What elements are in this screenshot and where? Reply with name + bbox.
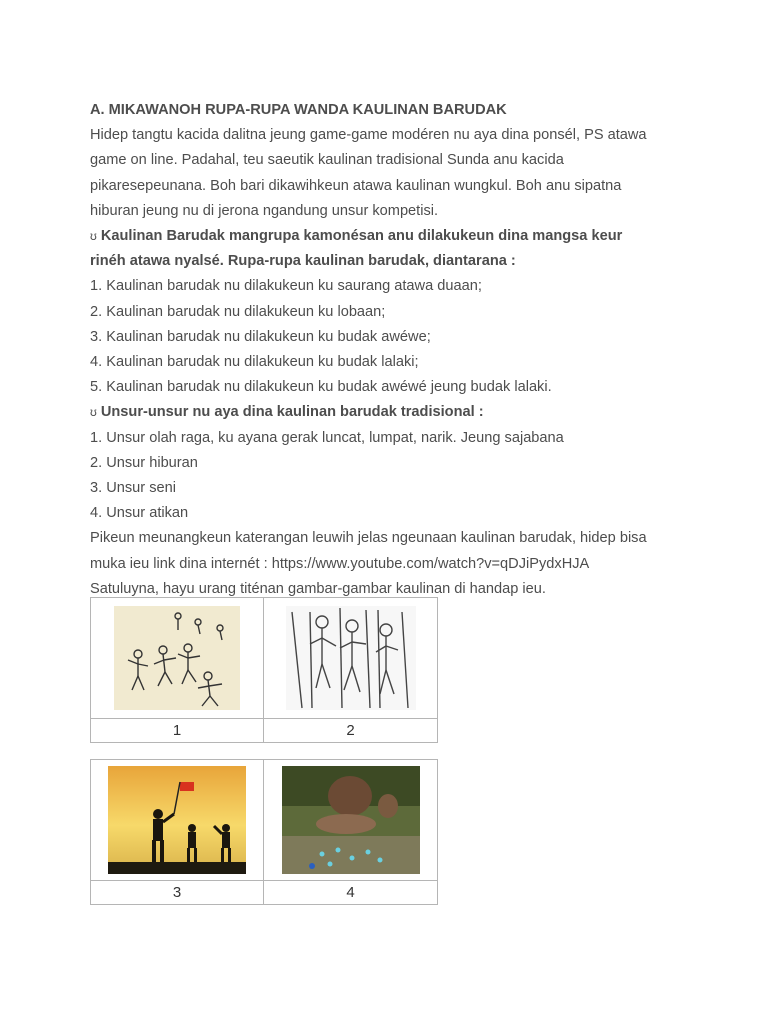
figure-number: 1 bbox=[90, 719, 264, 743]
section2-text: Unsur-unsur nu aya dina kaulinan barudak tradisional : bbox=[100, 404, 484, 421]
children-silhouette-sunset-image bbox=[108, 766, 246, 874]
marbles-game-photo-image bbox=[282, 766, 420, 874]
bullet-icon: ʊ bbox=[90, 405, 97, 420]
outro-line: Pikeun meunangkeun katerangan leuwih jelas ngeunaan kaulinan barudak, hidep bisa bbox=[90, 530, 647, 547]
list-item: 2. Unsur hiburan bbox=[90, 454, 198, 471]
intro-line: Hidep tangtu kacida dalitna jeung game-game modéren nu aya dina ponsél, PS atawa bbox=[90, 127, 647, 144]
list-item: 1. Unsur olah raga, ku ayana gerak luncat, lumpat, narik. Jeung sajabana bbox=[90, 429, 564, 446]
list-item: 4. Unsur atikan bbox=[90, 505, 189, 522]
figure-table-top bbox=[90, 597, 440, 743]
bullet-icon: ʊ bbox=[90, 229, 97, 244]
list-item: 1. Kaulinan barudak nu dilakukeun ku saurang atawa duaan; bbox=[90, 278, 482, 295]
figure-number: 2 bbox=[264, 719, 438, 743]
intro-line: game on line. Padahal, teu saeutik kaulinan tradisional Sunda anu kacida bbox=[90, 152, 564, 169]
figure-cell bbox=[90, 597, 264, 719]
intro-line: pikaresepeunana. Boh bari dikawihkeun atawa kaulinan wungkul. Boh anu sipatna bbox=[90, 177, 622, 194]
list-item: 4. Kaulinan barudak nu dilakukeun ku budak lalaki; bbox=[90, 354, 419, 371]
list-item: 3. Kaulinan barudak nu dilakukeun ku budak awéwe; bbox=[90, 328, 431, 345]
children-playing-sketch-image bbox=[108, 604, 246, 712]
figure-number: 3 bbox=[90, 881, 264, 905]
outro-link-line: muka ieu link dina internét : https://www.youtube.com/watch?v=qDJiPydxHJA bbox=[90, 555, 590, 572]
figure-cell bbox=[264, 597, 438, 719]
list-item: 3. Unsur seni bbox=[90, 480, 176, 497]
section-heading: A. MIKAWANOH RUPA-RUPA WANDA KAULINAN BARUDAK bbox=[90, 102, 507, 118]
section1-text: rinéh atawa nyalsé. Rupa-rupa kaulinan barudak, diantarana : bbox=[90, 253, 516, 270]
figure-cell bbox=[264, 759, 438, 881]
figure-table-bottom bbox=[90, 759, 440, 905]
outro-line: Satuluyna, hayu urang titénan gambar-gambar kaulinan di handap ieu. bbox=[90, 580, 546, 597]
intro-line: hiburan jeung nu di jerona ngandung unsur kompetisi. bbox=[90, 202, 439, 219]
children-stilts-sketch-image bbox=[282, 604, 420, 712]
section1-text: Kaulinan Barudak mangrupa kamonésan anu dilakukeun dina mangsa keur bbox=[100, 228, 623, 245]
section1-title-line bbox=[90, 224, 690, 249]
section2-title-line bbox=[90, 400, 690, 425]
figure-number: 4 bbox=[264, 881, 438, 905]
list-item: 2. Kaulinan barudak nu dilakukeun ku lobaan; bbox=[90, 303, 386, 320]
document-body bbox=[90, 98, 690, 602]
list-item: 5. Kaulinan barudak nu dilakukeun ku budak awéwé jeung budak lalaki. bbox=[90, 379, 552, 396]
figure-cell bbox=[90, 759, 264, 881]
